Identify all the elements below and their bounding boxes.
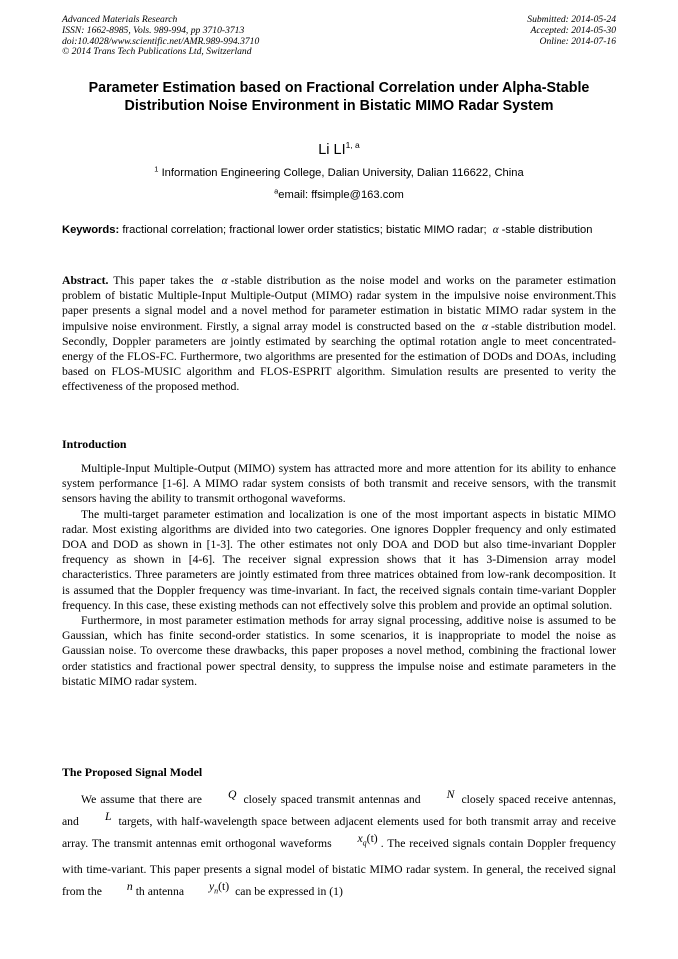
paragraph: The multi-target parameter estimation and localization is one of the most important aspects in bistatic MIMO radar. Most existing algorithms are divided into two categories. One ignores Doppler frequency and only estimated DOA and DOD as shown in [1-3]. The other estimates not only DOA and DOD but also time-invariant Doppler frequency as shown in [4-6]. The receiver signal expression shows that it has 3-Dimension array model characteristics. Three parameters are jointly estimated from three matrices obtained from low-rank decomposition. It is assumed that the Doppler frequency was time-invariant. In fact, the received signals contain time-variant Doppler frequency. In this case, these existing methods can not effectively solve this problem and provide an optimal solution. [62, 507, 616, 612]
introduction-heading: Introduction [62, 437, 127, 451]
author-name: Li LI [318, 142, 346, 158]
model-text-5: . The received signals contain Doppler frequency with time-variant. This paper presents a signal model of bistatic MIMO radar system. In general, the received signal from the [62, 837, 617, 899]
author-line [0, 142, 678, 158]
symbol-xq-t: $x_q(t)$ [357, 832, 378, 848]
journal-header-right [527, 15, 616, 47]
submitted-date: Submitted: 2014-05-24 [527, 14, 616, 25]
paragraph: Furthermore, in most parameter estimation methods for array signal processing, additive noise is assumed to be Gaussian, which has finite second-order statistics. In some scenarios, it is inappropriate to model the noise as Gaussian noise. To overcome these drawbacks, this paper proposes a novel method, combining the fractional lower order statistics and fractional power spectral density, to suppress the impulse noise and estimate parameters in the bistatic MIMO radar system. [62, 614, 616, 688]
symbol-n: n [126, 880, 133, 894]
affiliation-line [0, 164, 678, 179]
symbol-Q: Q [228, 788, 237, 801]
author-mark: 1, a [345, 140, 360, 151]
keywords-text-2: -stable distribution [501, 224, 593, 236]
keywords-block [62, 223, 616, 238]
journal-header-left [62, 15, 259, 58]
signal-model-heading: The Proposed Signal Model [62, 765, 203, 779]
introduction-body [62, 461, 616, 689]
model-text-1: We assume that there are [81, 793, 202, 806]
alpha-symbol: α [481, 319, 489, 333]
email-mark: a [274, 186, 279, 196]
model-text-4: targets, with half-wavelength space between adjacent elements used for both transmit array and receive array. The transmit antennas emit orthogonal waveforms [62, 815, 616, 850]
affiliation-text: Information Engineering College, Dalian University, Dalian 116622, China [161, 167, 524, 179]
signal-model-body [62, 789, 616, 908]
paper-title: Parameter Estimation based on Fractional Correlation under Alpha-Stable Distribution Noise Environment in Bistatic MIMO Radar System [88, 80, 590, 114]
symbol-L: L [104, 810, 112, 823]
affiliation-mark: 1 [154, 164, 159, 174]
abstract-text-2: -stable distribution as the noise model and works on the parameter estimation problem of bistatic Multiple-Input Multiple-Output (MIMO) radar system in the impulsive noise environment.This paper presents a signal model and a novel method for parameter estimation in bistatic MIMO radar system in the impulsive noise environment. Firstly, a signal array model is constructed based on the [62, 274, 616, 333]
paragraph [62, 789, 616, 908]
abstract-text-1: This paper takes the [113, 274, 214, 287]
copyright-line: © 2014 Trans Tech Publications Ltd, Switzerland [62, 46, 252, 58]
model-text-6: th antenna [135, 885, 185, 899]
issn-line: ISSN: 1662-8985, Vols. 989-994, pp 3710-3713 [62, 24, 245, 36]
accepted-date: Accepted: 2014-05-30 [530, 24, 616, 36]
abstract-text-3: -stable distribution model. Secondly, Doppler parameters are jointly estimated by searching the optimal rotation angle to meet concentrated-energy of the FLOS-FC. Furthermore, two algorithms are presented for the estimation of DODs and DOAs, including based on FLOS-MUSIC algorithm and FLOS-ESPRIT algorithm. Simulation results are presented to verity the effectiveness of the proposed method. [62, 319, 617, 394]
symbol-yn-t: $y_n(t)$ [208, 880, 230, 896]
model-text-3: closely spaced receive antennas, and [62, 793, 616, 828]
model-text-7: can be expressed in (1) [235, 885, 343, 899]
keywords-text-1: fractional correlation; fractional lower order statistics; bistatic MIMO radar; [122, 224, 487, 236]
keywords-label: Keywords: [62, 224, 120, 236]
online-date: Online: 2014-07-16 [539, 35, 616, 47]
journal-name: Advanced Materials Research [62, 14, 178, 25]
paragraph: Multiple-Input Multiple-Output (MIMO) system has attracted more and more attention for its ability to enhance system performance [1-6]. A MIMO radar system consists of both transmit and receive sensors, with the transmit sensors having the ability to transmit orthogonal waveforms. [62, 462, 616, 506]
symbol-N: N [446, 788, 455, 801]
email-text: email: ffsimple@163.com [278, 189, 404, 201]
alpha-symbol: α [492, 224, 499, 236]
abstract-label: Abstract. [62, 274, 109, 287]
email-line [0, 186, 678, 201]
alpha-symbol: α [221, 274, 228, 287]
doi-line: doi:10.4028/www.scientific.net/AMR.989-994.3710 [62, 35, 260, 47]
model-text-2: closely spaced transmit antennas and [243, 793, 421, 806]
abstract-block [62, 273, 616, 395]
